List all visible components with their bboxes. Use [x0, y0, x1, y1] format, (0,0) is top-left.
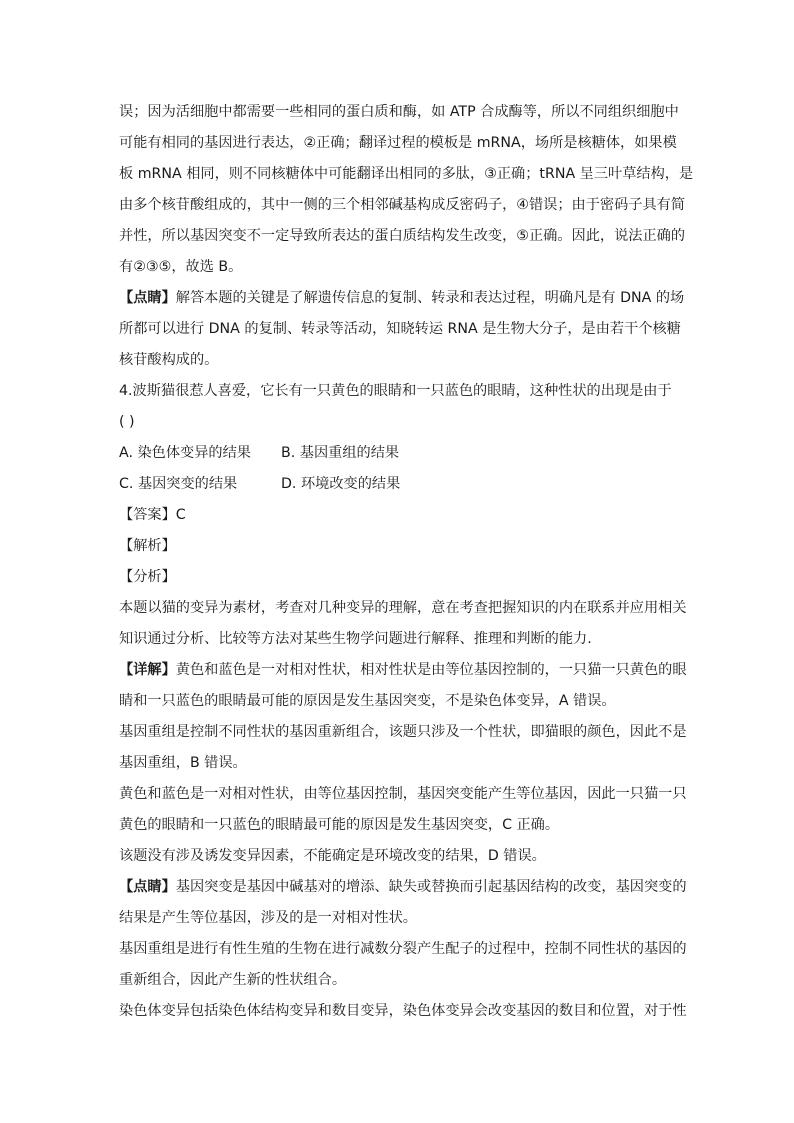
text-line [119, 655, 687, 686]
section-text: 基因突变是基因中碱基对的增添、缺失或替换而引起基因结构的改变，基因突变的 [175, 879, 687, 895]
text-line: 睛和一只蓝色的眼睛最可能的原因是发生基因突变，不是染色体变异，A 错误。 [119, 693, 616, 709]
text-line: 核苷酸构成的。 [119, 352, 219, 368]
text-line: 知识通过分析、比较等方法对某些生物学问题进行解释、推理和判断的能力. [119, 631, 592, 647]
question-4 [119, 376, 677, 500]
text-line: 误；因为活细胞中都需要一些相同的蛋白质和酶，如 ATP 合成酶等，所以不同组织细胞中 [119, 104, 679, 120]
option-b: B. 基因重组的结果 [281, 445, 400, 461]
text-line: 由多个核苷酸组成的，其中一侧的三个相邻碱基构成反密码子，④错误；由于密码子具有简 [119, 197, 686, 213]
section-text: 黄色和蓝色是一对相对性状，相对性状是由等位基因控制的，一只猫一只黄色的眼 [175, 662, 687, 678]
question-stem: 4.波斯猫很惹人喜爱，它长有一只黄色的眼睛和一只蓝色的眼睛，这种性状的出现是由于 [119, 383, 672, 399]
text-line: 基因重组，B 错误。 [119, 755, 247, 771]
answer-line: 【答案】C [119, 507, 186, 523]
text-line: 本题以猫的变异为素材，考查对几种变异的理解，意在考查把握知识的内在联系并应用相关 [119, 600, 687, 616]
answer-bracket: ( ) [119, 414, 135, 430]
explanation-continuation [119, 97, 694, 283]
option-d: D. 环境改变的结果 [281, 476, 401, 492]
text-line: 黄色和蓝色是一对相对性状，由等位基因控制，基因突变能产生等位基因，因此一只猫一只 [119, 786, 687, 802]
text-line [119, 872, 687, 903]
section-text: 解答本题的关键是了解遗传信息的复制、转录和表达过程，明确凡是有 DNA 的场 [175, 290, 685, 306]
text-line: 黄色的眼睛和一只蓝色的眼睛最可能的原因是发生基因突变，C 正确。 [119, 817, 560, 833]
text-line: 该题没有涉及诱发变异因素，不能确定是环境改变的结果，D 错误。 [119, 848, 546, 864]
section-tag: 【点睛】 [119, 290, 176, 306]
text-line: 基因重组是进行有性生殖的生物在进行减数分裂产生配子的过程中，控制不同性状的基因的 [119, 941, 687, 957]
section-tag: 【详解】 [119, 662, 176, 678]
text-line: 可能有相同的基因进行表达，②正确；翻译过程的模板是 mRNA，场所是核糖体，如果模 [119, 135, 677, 151]
text-line: 基因重组是控制不同性状的基因重新组合，该题只涉及一个性状，即猫眼的颜色，因此不是 [119, 724, 687, 740]
dianjing-section-2 [119, 872, 687, 1027]
option-c: C. 基因突变的结果 [119, 476, 238, 492]
text-line: 有②③⑤，故选 B。 [119, 259, 243, 275]
xiangjie-section [119, 655, 687, 872]
text-line: 重新组合，因此产生新的性状组合。 [119, 972, 347, 988]
text-line: 染色体变异包括染色体结构变异和数目变异，染色体变异会改变基因的数目和位置，对于性 [119, 1003, 687, 1019]
section-heading: 【分析】 [119, 569, 176, 585]
section-tag: 【点睛】 [119, 879, 176, 895]
page-content [119, 97, 694, 1027]
options-row [119, 438, 677, 469]
jiexi-heading: 【解析】 [119, 538, 176, 554]
option-a: A. 染色体变异的结果 [119, 445, 251, 461]
text-line [119, 283, 685, 314]
text-line: 所都可以进行 DNA 的复制、转录等活动，知晓转运 RNA 是生物大分子，是由若干个核糖 [119, 321, 681, 337]
dianjing-section-1 [119, 283, 685, 376]
text-line: 结果是产生等位基因，涉及的是一对相对性状。 [119, 910, 417, 926]
text-line: 并性，所以基因突变不一定导致所表达的蛋白质结构发生改变，⑤正确。因此，说法正确的 [119, 228, 686, 244]
fenxi-section [119, 562, 687, 655]
options-row [119, 469, 677, 500]
text-line: 板 mRNA 相同，则不同核糖体中可能翻译出相同的多肽，③正确；tRNA 呈三叶草结构，是 [119, 166, 694, 182]
